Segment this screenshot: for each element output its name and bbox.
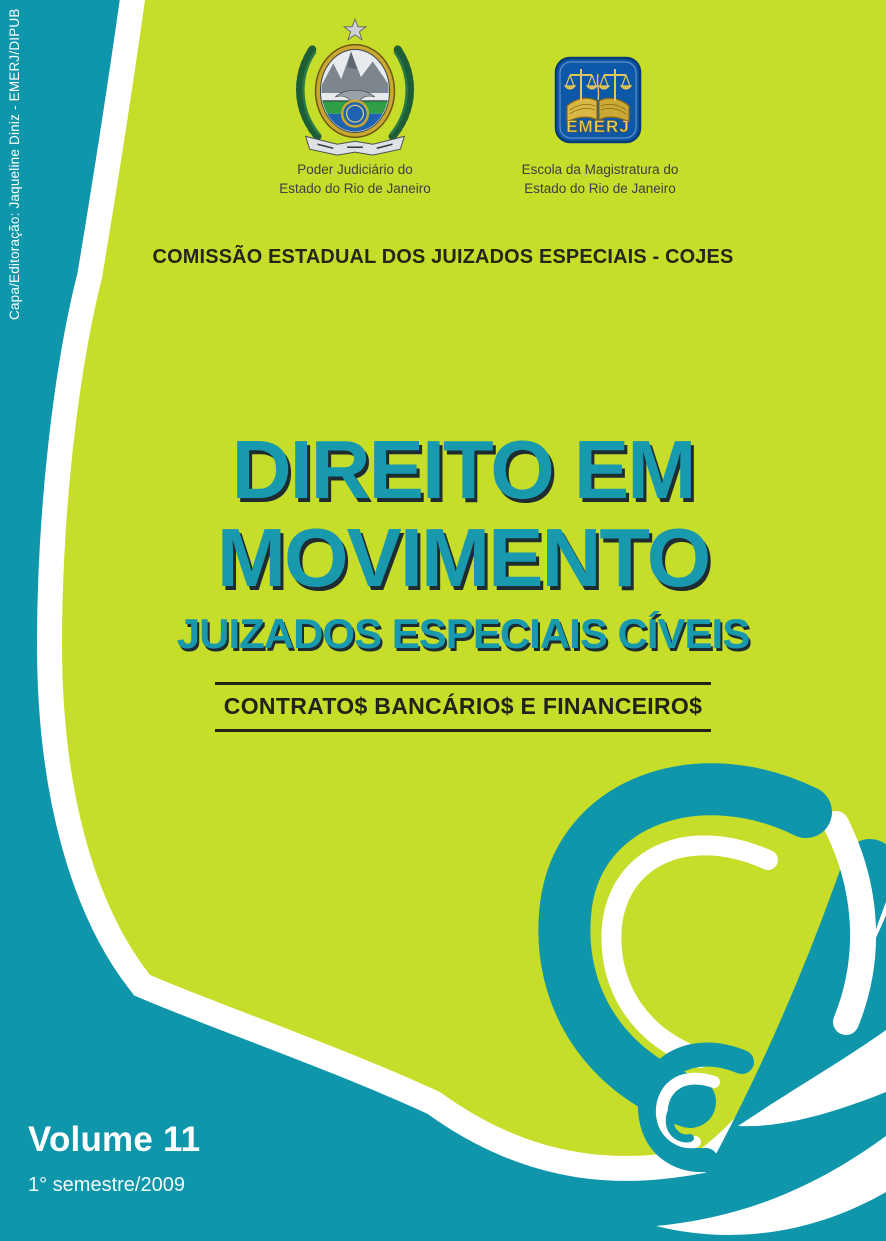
title-line1: DIREITO EM [231,423,695,516]
judiciary-caption-line1: Poder Judiciário do [297,162,413,177]
emerj-caption-line1: Escola da Magistratura do [521,162,679,177]
cover-credit-vertical-text: Capa/Editoração: Jaqueline Diniz - EMERJ/DIPUB [7,8,22,320]
volume-label: Volume 11 [28,1120,201,1159]
title-block [133,423,793,732]
commission-line: COMISSÃO ESTADUAL DOS JUIZADOS ESPECIAIS - COJES [152,245,734,268]
judiciary-caption-line2: Estado do Rio de Janeiro [279,181,431,197]
crest-shield [316,45,395,138]
emerj-caption-line2: Estado do Rio de Janeiro [524,181,676,197]
title-line2: MOVIMENTO [216,510,710,604]
emerj-caption [480,160,720,198]
banner-box [215,682,711,732]
crest-ribbon [306,136,405,155]
rio-de-janeiro-coat-of-arms-icon [277,16,433,164]
judiciary-caption [235,160,475,198]
title-subtitle: JUIZADOS ESPECIAIS CÍVEIS [176,609,750,657]
emerj-logo-icon [554,56,642,148]
emerj-logo-text: EMERJ [566,117,630,136]
crest-star [344,19,366,40]
semester-label: 1° semestre/2009 [28,1174,185,1196]
banner-text: CONTRATO$ BANCÁRIO$ E FINANCEIRO$ [223,692,703,719]
